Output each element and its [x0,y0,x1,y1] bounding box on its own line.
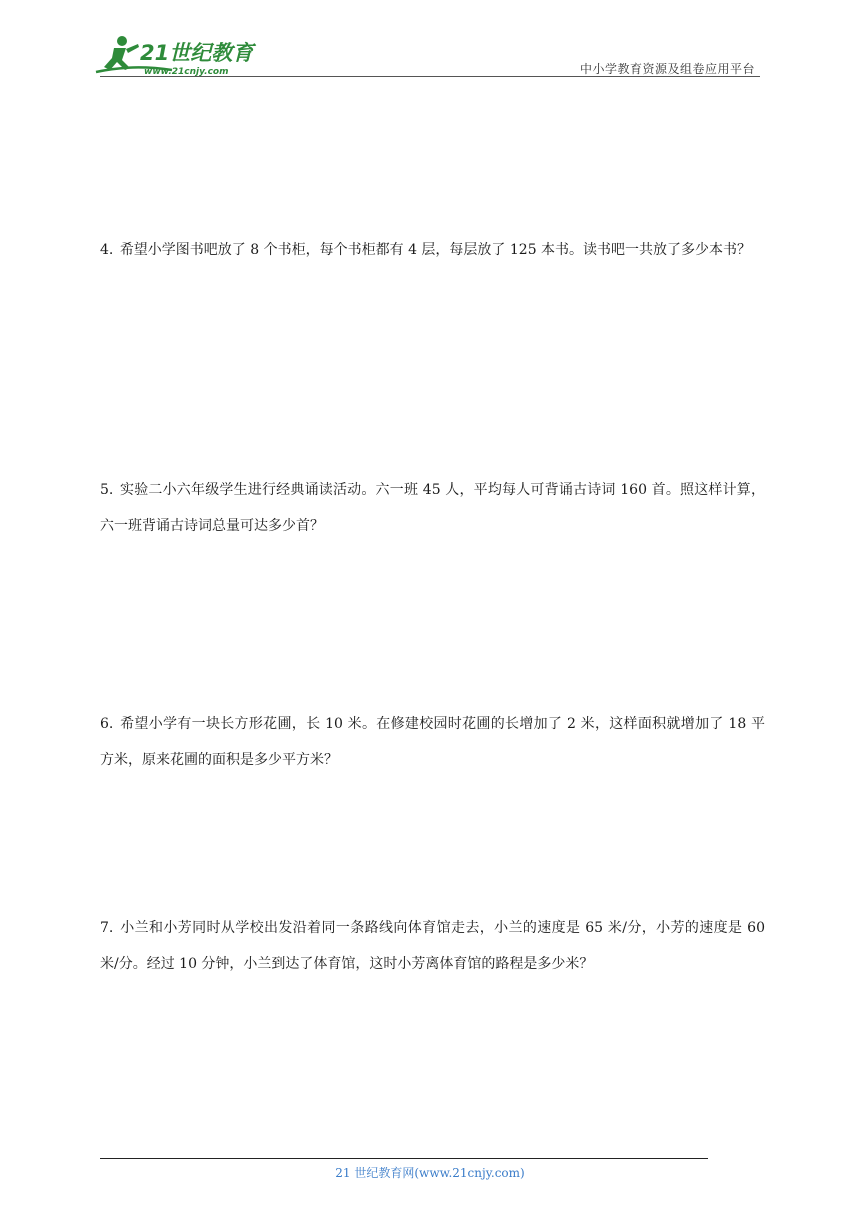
platform-tagline: 中小学教育资源及组卷应用平台 [579,62,755,76]
question-text: 小兰和小芳同时从学校出发沿着同一条路线向体育馆走去，小兰的速度是 65 米/分，小芳的速度是 60 米/分。经过 10 分钟，小兰到达了体育馆，这时小芳离体育馆的路程是多少米？ [100,920,766,972]
question-6 [100,706,765,778]
header-divider [100,76,760,77]
question-number: 7. [100,920,114,936]
logo-url: www.21cnjy.com [144,67,229,77]
question-number: 6. [100,716,114,732]
site-logo[interactable] [92,34,262,78]
footer-link[interactable]: 21 世纪教育网(www.21cnjy.com) [335,1166,525,1180]
question-4 [100,232,765,268]
question-number: 4. [100,242,114,258]
question-5 [100,472,765,544]
question-number: 5. [100,482,114,498]
logo-graphic [92,34,262,78]
question-text: 希望小学有一块长方形花圃，长 10 米。在修建校园时花圃的长增加了 2 米，这样面积就增加了 18 平方米，原来花圃的面积是多少平方米？ [100,716,765,768]
page-header [0,0,860,90]
question-text: 实验二小六年级学生进行经典诵读活动。六一班 45 人，平均每人可背诵古诗词 160 首。照这样计算，六一班背诵古诗词总量可达多少首？ [100,482,765,534]
footer-divider [100,1158,708,1159]
logo-text: 21世纪教育 [140,41,254,65]
question-7 [100,910,765,982]
question-text: 希望小学图书吧放了 8 个书柜，每个书柜都有 4 层，每层放了 125 本书。读书吧一共放了多少本书？ [119,242,752,258]
